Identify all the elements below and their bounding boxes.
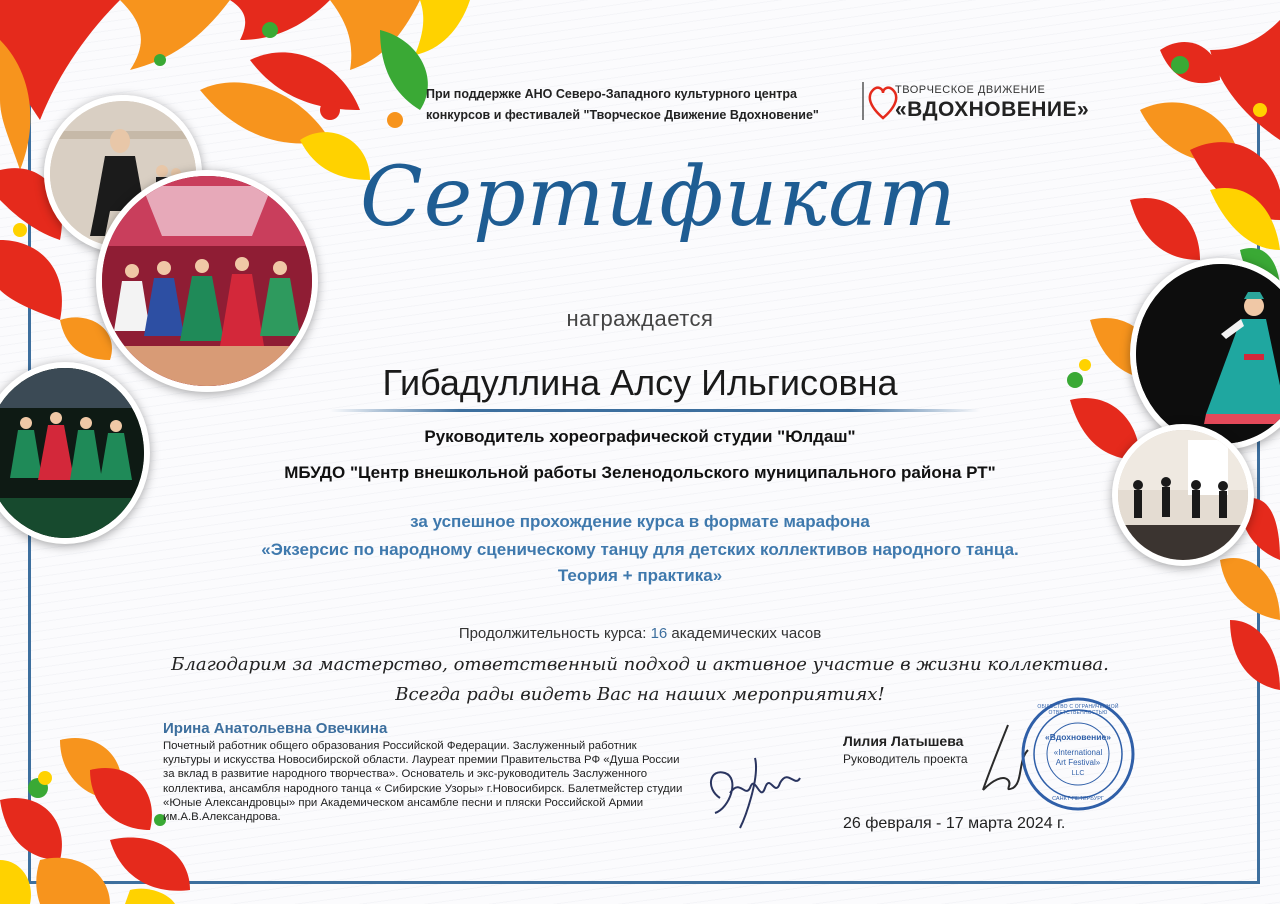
photo-stage-ensemble — [96, 170, 318, 392]
thanks-line-2: Всегда рады видеть Вас на наших мероприятиях! — [395, 684, 885, 705]
recipient-name: Гибадуллина Алсу Ильгисовна — [382, 362, 898, 403]
support-text: При поддержке АНО Северо-Западного культурного центра конкурсов и фестивалей "Творческое Движение Вдохновение" — [426, 87, 819, 122]
signer-right-name: Лилия Латышева — [843, 733, 964, 749]
course-duration — [300, 625, 980, 642]
stamp-city: САНКТ-ПЕТЕРБУРГ — [1052, 796, 1104, 802]
recipient-organization: МБУДО "Центр внешкольной работы Зеленодольского муниципального района РТ" — [284, 463, 996, 482]
logo-main: «ВДОХНОВЕНИЕ» — [895, 98, 1090, 121]
duration-prefix: Продолжительность курса: — [458, 625, 647, 642]
signer-left-name: Ирина Анатольевна Овечкина — [163, 720, 388, 737]
recipient-role: Руководитель хореографической студии "Юлдаш" — [424, 427, 856, 446]
signer-left-description: Почетный работник общего образования Российской Федерации. Заслуженный работник культуры и искусства Новосибирской области. Лауреат премии Правительства РФ «Душа России за вклад в развитие народного творчества». Основатель и экс-руководитель Заслуженного коллектива, ансамбля народного танца « Сибирские Узоры» г.Новосибирск. Балетмейстер студии «Юные Александровцы» при Академическом ансамбле песни и пляски Российской Армии им.А.В.Александрова. — [163, 740, 683, 824]
official-stamp — [1020, 696, 1136, 812]
course-line-1: за успешное прохождение курса в формате марафона — [410, 512, 870, 531]
photo-dance-rehearsal — [1112, 424, 1254, 566]
thanks-line-1: Благодарим за мастерство, ответственный подход и активное участие в жизни коллектива. — [171, 654, 1109, 675]
duration-suffix: академических часов — [671, 625, 822, 642]
certificate-title: Сертификат — [360, 150, 957, 245]
duration-hours: 16 — [650, 625, 668, 642]
signature-left — [700, 738, 810, 833]
awarded-label: награждается — [566, 306, 714, 331]
signer-right-role: Руководитель проекта — [843, 752, 968, 766]
festival-logo — [855, 78, 1090, 126]
stamp-line-4: LLC — [1071, 770, 1085, 777]
stamp-outer: ОБЩЕСТВО С ОГРАНИЧЕННОЙ ОТВЕТСТВЕННОСТЬЮ — [1037, 704, 1119, 716]
stamp-line-2: «International — [1053, 748, 1103, 757]
course-line-3: Теория + практика» — [557, 566, 723, 585]
stamp-line-1: «Вдохновение» — [1045, 732, 1111, 742]
name-underline — [330, 409, 980, 412]
course-dates: 26 февраля - 17 марта 2024 г. — [843, 815, 1066, 832]
course-line-2: «Экзерсис по народному сценическому танцу для детских коллективов народного танца. — [261, 540, 1019, 559]
logo-subtitle: ТВОРЧЕСКОЕ ДВИЖЕНИЕ — [895, 84, 1046, 96]
stamp-line-3: Art Festival» — [1055, 758, 1101, 767]
